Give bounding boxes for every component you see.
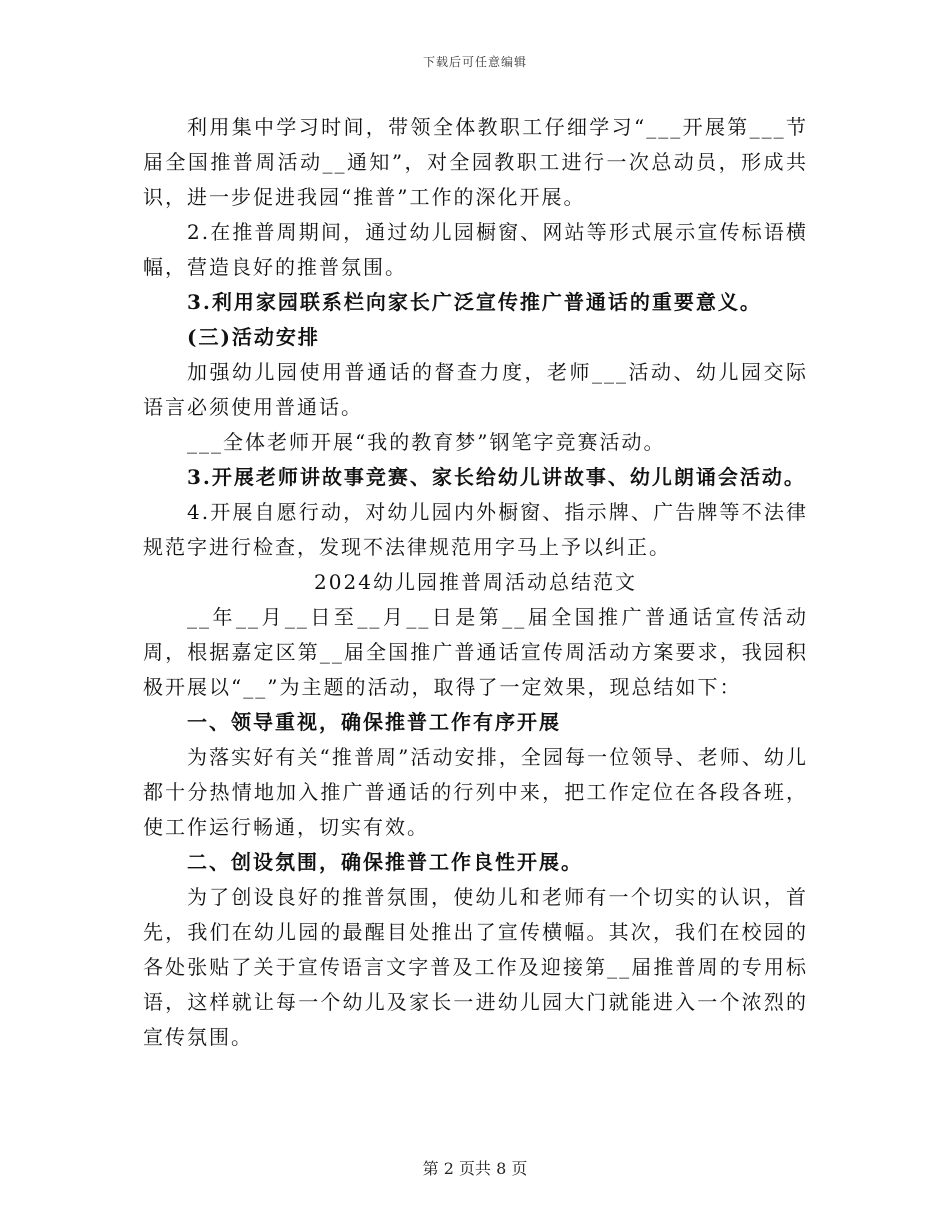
document-body <box>143 110 808 1055</box>
document-title: 2024幼儿园推普周活动总结范文 <box>314 570 637 594</box>
paragraph-leadership: 为落实好有关“推普周”活动安排，全园每一位领导、老师、幼儿都十分热情地加入推广普通话的行列中来，把工作定位在各段各班，使工作运行畅通，切实有效。 <box>143 745 808 839</box>
paragraph-item-3-storytelling: 3.开展老师讲故事竞赛、家长给幼儿讲故事、幼儿朗诵会活动。 <box>187 465 806 489</box>
section-heading-leadership: 一、领导重视，确保推普工作有序开展 <box>187 710 561 734</box>
page-header: 下载后可任意编辑 <box>422 55 527 69</box>
paragraph-atmosphere: 为了创设良好的推普氛围，使幼儿和老师有一个切实的认识，首先，我们在幼儿园的最醒目处推出了宣传横幅。其次，我们在校园的各处张贴了关于宣传语言文字普及工作及迎接第__届推普周的专用标语，这样就让每一个幼儿及家长一进幼儿园大门就能进入一个浓烈的宣传氛围。 <box>143 885 808 1049</box>
paragraph-item-3-parent-column: 3.利用家园联系栏向家长广泛宣传推广普通话的重要意义。 <box>187 290 762 314</box>
paragraph-pen-calligraphy: ___全体老师开展“我的教育梦”钢笔字竞赛活动。 <box>187 430 666 454</box>
page-number: 第 2 页共 8 页 <box>422 1159 528 1178</box>
paragraph-item-2-window-display: 2.在推普周期间，通过幼儿园橱窗、网站等形式展示宣传标语横幅，营造良好的推普氛围。 <box>143 220 808 279</box>
paragraph-study-notice: 利用集中学习时间，带领全体教职工仔细学习“___开展第___节届全国推普周活动__通知”，对全园教职工进行一次总动员，形成共识，进一步促进我园“推普”工作的深化开展。 <box>143 115 808 209</box>
paragraph-item-4-inspection: 4.开展自愿行动，对幼儿园内外橱窗、指示牌、广告牌等不法律规范字进行检查，发现不法律规范用字马上予以纠正。 <box>143 500 808 559</box>
paragraph-intro: __年__月__日至__月__日是第__届全国推广普通话宣传活动周，根据嘉定区第__届全国推广普通话宣传周活动方案要求，我园积极开展以“__”为主题的活动，取得了一定效果，现总结如下： <box>143 605 808 699</box>
paragraph-supervision: 加强幼儿园使用普通话的督查力度，老师___活动、幼儿园交际语言必须使用普通话。 <box>143 360 808 419</box>
section-heading-activity-arrangement: (三)活动安排 <box>187 325 320 349</box>
section-heading-atmosphere: 二、创设氛围，确保推普工作良性开展。 <box>187 850 583 874</box>
